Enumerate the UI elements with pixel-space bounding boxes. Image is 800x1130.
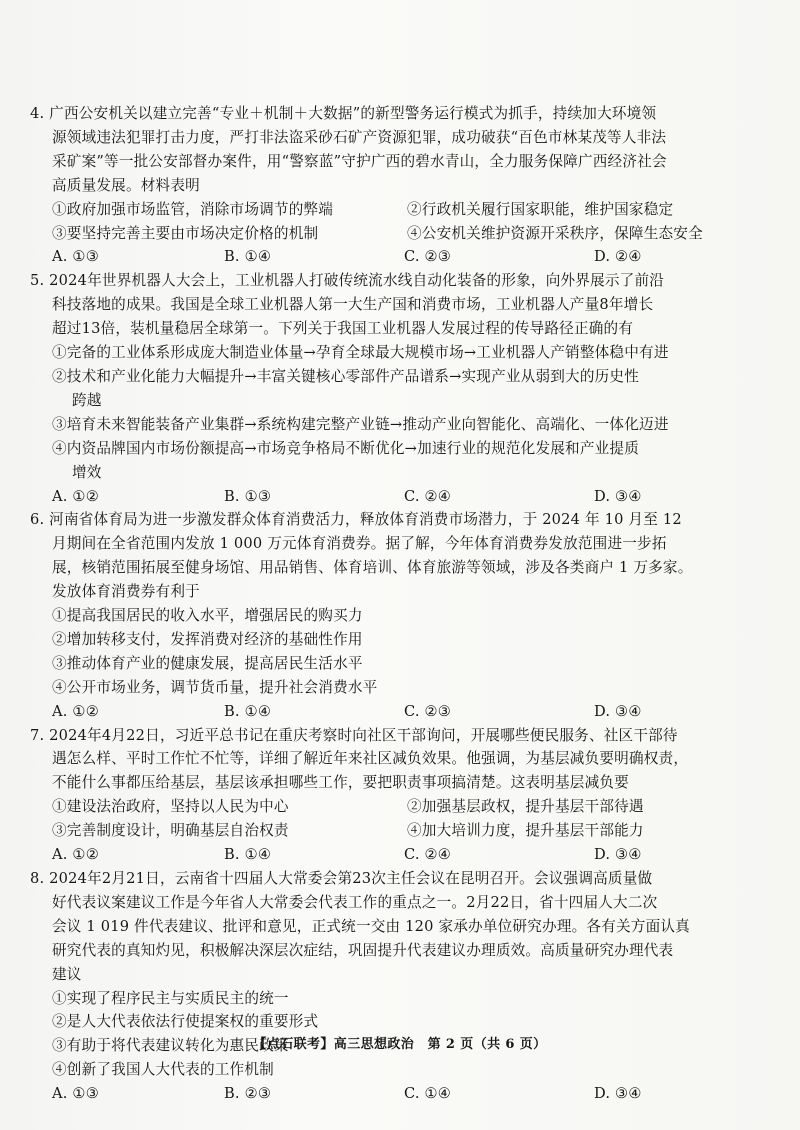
option-item: ③培育未来智能装备产业集群→系统构建完整产业链→推动产业向智能化、高端化、一体化迈进 [52, 415, 669, 433]
answer-choices [30, 700, 765, 724]
answer-choice-b: B. ①③ [224, 487, 272, 505]
answer-choices [30, 1082, 765, 1106]
answer-choice-c: C. ②③ [404, 702, 452, 720]
option-item: ④创新了我国人大代表的工作机制 [52, 1061, 274, 1079]
answer-choices [30, 843, 765, 867]
questions-area [30, 102, 765, 1106]
question-options [30, 198, 765, 246]
option-item: ①提高我国居民的收入水平，增强居民的购买力 [52, 607, 363, 625]
answer-choice-a: A. ①② [52, 487, 99, 505]
option-item: ③完善制度设计，明确基层自治权责 [52, 822, 289, 840]
option-item: ②是人大代表依法行使提案权的重要形式 [52, 1013, 319, 1031]
question-stem-line: 6. 河南省体育局为进一步激发群众体育消费活力，释放体育消费市场潜力，于 2024 年 10 月至 12 [30, 511, 682, 529]
option-item: ③要坚持完善主要由市场决定价格的机制 [52, 224, 319, 242]
option-item: ①建设法治政府，坚持以人民为中心 [52, 798, 289, 816]
question-stem-line: 超过13倍，装机量稳居全球第一。下列关于我国工业机器人发展过程的传导路径正确的有 [52, 320, 634, 338]
option-item-continued: 增效 [72, 463, 102, 481]
question-stem-line: 4. 广西公安机关以建立完善“专业＋机制＋大数据”的新型警务运行模式为抓手，持续加大环境领 [30, 105, 657, 122]
option-item: ④公开市场业务，调节货币量，提升社会消费水平 [52, 678, 378, 696]
answer-choices [30, 485, 765, 509]
answer-choice-b: B. ①④ [224, 846, 272, 864]
option-item: ①政府加强市场监管，消除市场调节的弊端 [52, 200, 334, 218]
option-item: ③有助于将代表建议转化为惠民政策 [52, 1037, 289, 1055]
option-item: ④内资品牌国内市场份额提高→市场竞争格局不断优化→加速行业的规范化发展和产业提质 [52, 439, 640, 457]
answer-choice-b: B. ①④ [224, 248, 272, 266]
question-8 [30, 867, 765, 1106]
option-item: ①完备的工业体系形成庞大制造业体量→孕育全球最大规模市场→工业机器人产销整体稳中有进 [52, 344, 669, 362]
question-stem-line: 科技落地的成果。我国是全球工业机器人第一大生产国和消费市场，工业机器人产量8年增长 [52, 296, 654, 314]
question-6 [30, 508, 765, 723]
answer-choices [30, 245, 765, 269]
answer-choice-d: D. ②④ [594, 248, 642, 266]
option-item: ④公安机关维护资源开采秩序，保障生态安全 [407, 224, 703, 242]
answer-choice-c: C. ①④ [404, 1085, 452, 1103]
answer-choice-d: D. ③④ [594, 702, 642, 720]
question-stem-line: 7. 2024年4月22日，习近平总书记在重庆考察时向社区干部询问，开展哪些便民服务、社区干部待 [30, 726, 678, 744]
answer-choice-d: D. ③④ [594, 846, 642, 864]
answer-choice-a: A. ①② [52, 702, 99, 720]
answer-choice-b: B. ②③ [224, 1085, 272, 1103]
answer-choice-c: C. ②④ [404, 487, 452, 505]
question-stem-line: 建议 [52, 965, 82, 983]
answer-choice-c: C. ②③ [404, 248, 452, 266]
option-item: ④加大培训力度，提升基层干部能力 [407, 822, 644, 840]
question-stem-line: 采矿案”等一批公安部督办案件，用“警察蓝”守护广西的碧水青山，全力服务保障广西经济社会 [52, 152, 667, 170]
answer-choice-c: C. ②④ [404, 846, 452, 864]
question-stem-line: 发放体育消费券有利于 [52, 583, 200, 601]
question-stem-line: 高质量发展。材料表明 [52, 176, 200, 194]
question-stem-line: 研究代表的真知灼见，积极解决深层次症结，巩固提升代表建议办理质效。高质量研究办理代表 [52, 941, 674, 959]
option-item-continued: 跨越 [72, 391, 102, 409]
question-stem-line: 好代表议案建议工作是今年省人大常委会代表工作的重点之一。2月22日，省十四届人大二次 [52, 893, 658, 911]
question-stem-line: 遇怎么样、平时工作忙不忙等，详细了解近年来社区减负效果。他强调，为基层减负要明确权责， [52, 750, 689, 768]
question-options [30, 795, 765, 843]
question-stem-line: 源领域违法犯罪打击力度，严打非法盗采砂石矿产资源犯罪，成功破获“百色市林某茂等人非法 [52, 128, 667, 146]
option-item: ②行政机关履行国家职能，维护国家稳定 [407, 200, 674, 218]
answer-choice-d: D. ③④ [594, 1085, 642, 1103]
answer-choice-a: A. ①② [52, 846, 99, 864]
option-item: ②技术和产业化能力大幅提升→丰富关键核心零部件产品谱系→实现产业从弱到大的历史性 [52, 367, 640, 385]
question-stem-line: 8. 2024年2月21日，云南省十四届人大常委会第23次主任会议在昆明召开。会议强调高质量做 [30, 870, 653, 887]
answer-choice-d: D. ③④ [594, 487, 642, 505]
answer-choice-a: A. ①③ [52, 248, 99, 266]
option-item: ①实现了程序民主与实质民主的统一 [52, 989, 289, 1007]
option-item: ②增加转移支付，发挥消费对经济的基础性作用 [52, 630, 363, 648]
page-footer: 【点石联考】高三思想政治 第 2 页（共 6 页） [253, 1037, 547, 1052]
answer-choice-b: B. ①④ [224, 702, 272, 720]
question-5 [30, 269, 765, 508]
question-stem-line: 不能什么事都压给基层，基层该承担哪些工作，要把职责事项搞清楚。这表明基层减负要 [52, 774, 629, 792]
question-stem-line: 展，核销范围拓展至健身场馆、用品销售、体育培训、体育旅游等领域，涉及各类商户 1 万多家。 [52, 559, 693, 577]
answer-choice-a: A. ①③ [52, 1085, 99, 1103]
question-7 [30, 724, 765, 867]
question-stem-line: 会议 1 019 件代表建议、批评和意见，正式统一交由 120 家承办单位研究办理。各有关方面认真 [52, 917, 690, 935]
option-item: ③推动体育产业的健康发展，提高居民生活水平 [52, 654, 363, 672]
option-item: ②加强基层政权，提升基层干部待遇 [407, 798, 644, 816]
question-stem-line: 5. 2024年世界机器人大会上，工业机器人打破传统流水线自动化装备的形象，向外界展示了前沿 [30, 272, 665, 290]
question-stem-line: 月期间在全省范围内发放 1 000 万元体育消费券。据了解，今年体育消费券发放范围进一步拓 [52, 535, 667, 553]
question-4 [30, 102, 765, 269]
